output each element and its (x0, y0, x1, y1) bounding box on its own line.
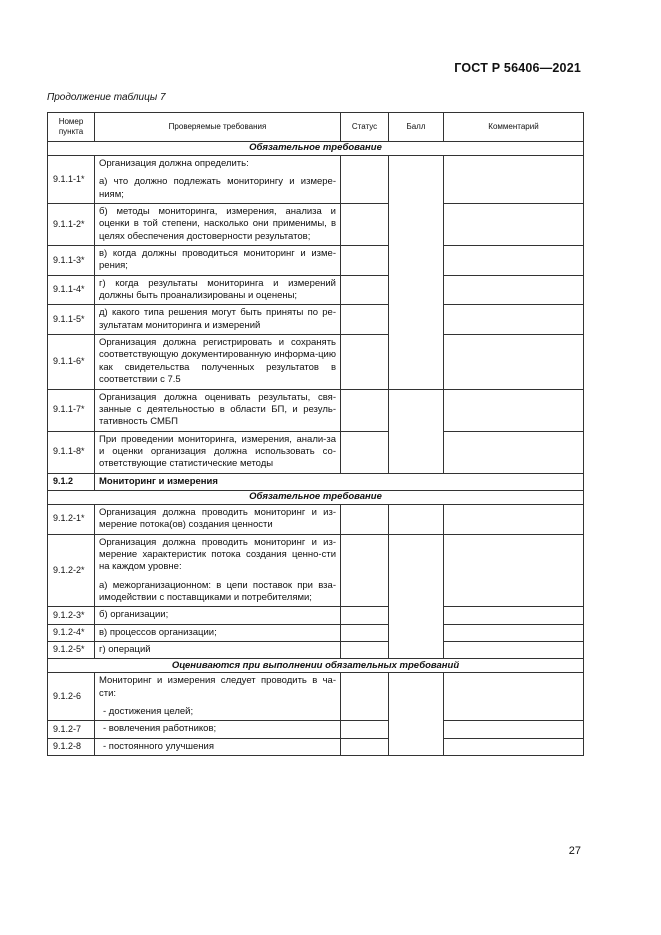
section-evaluated: Оцениваются при выполнении обязательных требований (48, 659, 584, 673)
section-row (48, 659, 584, 673)
table-row (48, 335, 584, 389)
item-number: 9.1.2-6 (48, 673, 95, 721)
requirement-item: а) что должно подлежать мониторингу и измере-ниям; (99, 176, 336, 200)
status-cell[interactable] (341, 246, 389, 276)
requirement-text: Организация должна проводить мониторинг и из-мерение потока(ов) создания ценности (95, 504, 341, 534)
comment-cell[interactable] (444, 721, 584, 738)
page-number: 27 (568, 845, 581, 857)
requirement-text: в) когда должны проводиться мониторинг и изме-рения; (95, 246, 341, 276)
table-row (48, 607, 584, 624)
score-cell[interactable] (389, 389, 444, 473)
score-cell[interactable] (389, 673, 444, 756)
requirement-intro: Организация должна проводить мониторинг и из-мерение характеристик потока создания ценно-сти на каждом уровне: (99, 536, 336, 573)
comment-cell[interactable] (444, 204, 584, 246)
comment-cell[interactable] (444, 156, 584, 204)
table-row (48, 204, 584, 246)
item-number: 9.1.1-7* (48, 389, 95, 431)
item-number: 9.1.2-3* (48, 607, 95, 624)
table-row (48, 431, 584, 473)
status-cell[interactable] (341, 738, 389, 755)
item-number: 9.1.2-1* (48, 504, 95, 534)
status-cell[interactable] (341, 335, 389, 389)
col-header-comment: Комментарий (444, 113, 584, 142)
subsection-title: Мониторинг и измерения (95, 473, 584, 490)
status-cell[interactable] (341, 721, 389, 738)
document-code: ГОСТ Р 56406—2021 (454, 61, 581, 75)
table-row (48, 624, 584, 641)
comment-cell[interactable] (444, 504, 584, 534)
score-cell[interactable] (389, 156, 444, 390)
requirement-item: - достижения целей; (103, 706, 194, 718)
item-number: 9.1.1-4* (48, 275, 95, 305)
section-row (48, 490, 584, 504)
score-cell[interactable] (389, 534, 444, 659)
col-header-score: Балл (389, 113, 444, 142)
table-row (48, 389, 584, 431)
requirement-text: Организация должна оценивать результаты, свя-занные с деятельностью в области БП, и резуль-тативность СМБП (95, 389, 341, 431)
requirement-text: г) когда результаты мониторинга и измерений должны быть проанализированы и оценены; (95, 275, 341, 305)
col-header-number: Номер пункта (48, 113, 95, 142)
score-cell[interactable] (389, 504, 444, 534)
section-row (48, 142, 584, 156)
item-number: 9.1.2-5* (48, 642, 95, 659)
table-row (48, 534, 584, 607)
requirement-item: а) межорганизационном: в цепи поставок при вза-имодействии с поставщиками и потребителями; (99, 579, 336, 603)
requirement-text: б) методы мониторинга, измерения, анализа и оценки в той степени, насколько они применимы, в целях обеспечения достоверности результатов; (95, 204, 341, 246)
status-cell[interactable] (341, 275, 389, 305)
table-row (48, 738, 584, 755)
requirement-text (95, 156, 341, 204)
item-number: 9.1.1-2* (48, 204, 95, 246)
requirement-text: - вовлечения работников; (95, 721, 341, 738)
status-cell[interactable] (341, 305, 389, 335)
status-cell[interactable] (341, 673, 389, 721)
col-header-requirements: Проверяемые требования (95, 113, 341, 142)
table-row (48, 156, 584, 204)
table-row (48, 305, 584, 335)
requirements-table (47, 112, 584, 756)
status-cell[interactable] (341, 534, 389, 607)
requirement-text: д) какого типа решения могут быть приняты по ре-зультатам мониторинга и измерений (95, 305, 341, 335)
item-number: 9.1.1-1* (48, 156, 95, 204)
comment-cell[interactable] (444, 738, 584, 755)
table-header-row (48, 113, 584, 142)
comment-cell[interactable] (444, 389, 584, 431)
item-number: 9.1.1-5* (48, 305, 95, 335)
item-number: 9.1.1-8* (48, 431, 95, 473)
requirement-text (95, 534, 341, 607)
section-mandatory: Обязательное требование (48, 490, 584, 504)
item-number: 9.1.2-7 (48, 721, 95, 738)
table-row (48, 504, 584, 534)
comment-cell[interactable] (444, 246, 584, 276)
comment-cell[interactable] (444, 534, 584, 607)
table-row (48, 642, 584, 659)
requirement-intro: Мониторинг и измерения следует проводить в ча-сти: (99, 675, 336, 699)
requirement-intro: Организация должна определить: (99, 158, 249, 169)
requirement-text: б) организации; (95, 607, 341, 624)
requirement-text: в) процессов организации; (95, 624, 341, 641)
item-number: 9.1.2-8 (48, 738, 95, 755)
comment-cell[interactable] (444, 642, 584, 659)
status-cell[interactable] (341, 642, 389, 659)
comment-cell[interactable] (444, 275, 584, 305)
requirement-text: г) операций (95, 642, 341, 659)
requirement-text: Организация должна регистрировать и сохранять соответствующую документированную информа-цию как свидетельства полученных результатов в соответствии с 7.5 (95, 335, 341, 389)
table-row (48, 275, 584, 305)
table-continuation-caption: Продолжение таблицы 7 (47, 92, 166, 103)
comment-cell[interactable] (444, 607, 584, 624)
subsection-number: 9.1.2 (48, 473, 95, 490)
requirement-text: - постоянного улучшения (95, 738, 341, 755)
status-cell[interactable] (341, 504, 389, 534)
item-number: 9.1.2-4* (48, 624, 95, 641)
table-row (48, 673, 584, 721)
section-mandatory: Обязательное требование (48, 142, 584, 156)
status-cell[interactable] (341, 204, 389, 246)
table-row (48, 721, 584, 738)
comment-cell[interactable] (444, 431, 584, 473)
status-cell[interactable] (341, 624, 389, 641)
requirement-text: При проведении мониторинга, измерения, анали-за и оценки организация должна использовать со-ответствующие статистические методы (95, 431, 341, 473)
status-cell[interactable] (341, 607, 389, 624)
subsection-row (48, 473, 584, 490)
comment-cell[interactable] (444, 673, 584, 721)
col-header-status: Статус (341, 113, 389, 142)
status-cell[interactable] (341, 431, 389, 473)
comment-cell[interactable] (444, 624, 584, 641)
comment-cell[interactable] (444, 305, 584, 335)
table-row (48, 246, 584, 276)
requirement-text (95, 673, 341, 721)
status-cell[interactable] (341, 156, 389, 204)
item-number: 9.1.2-2* (48, 534, 95, 607)
comment-cell[interactable] (444, 335, 584, 389)
item-number: 9.1.1-6* (48, 335, 95, 389)
item-number: 9.1.1-3* (48, 246, 95, 276)
status-cell[interactable] (341, 389, 389, 431)
